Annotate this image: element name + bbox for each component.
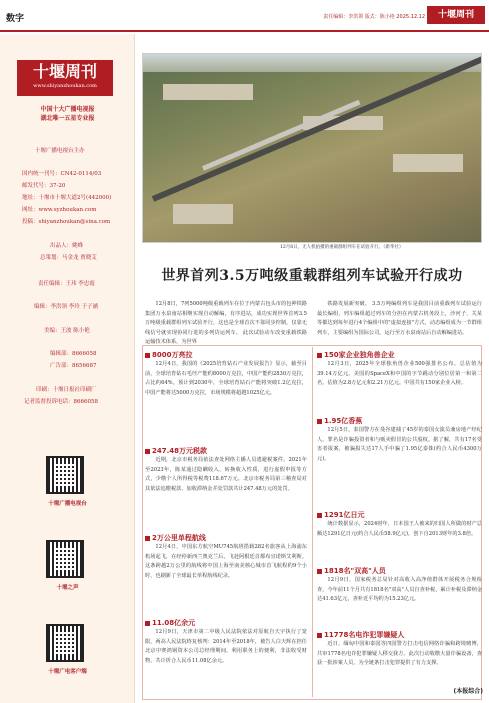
brief-body: 12月5日，泰国警方在曼谷逮捕了45岁的泰国女演员兼房地产经纪人，罪名是诈骗投资者和与贩卖假冒的公共股权。据了解，共有17名受害者报案，被骗损失达17人手中骗了1.95亿泰铢(约合人民币4300万元)。 (317, 427, 482, 462)
masthead-line: 印刷：十堰日报社印刷厂 (36, 387, 97, 393)
masthead-line: 责任编辑：王玮 李忠霞 (38, 281, 95, 287)
host-line: 十堰广播电视台主办 (35, 148, 85, 154)
logo-title: 十堰周刊 (32, 62, 97, 81)
brief-title: 150家企业独角兽企业 (317, 350, 482, 360)
brief-body: 12月4日，中国东方航空MU745航班搭载282名旅客从上海浦东机场起飞，在经停新西兰奥克兰后，飞赴阿根廷首都布宜诺斯艾利斯。这条跨越2万公里的航线将中国上海至南美核心城市首飞航程约9个小时，也刷新了全球最长单程航线纪录。 (145, 544, 307, 579)
photo-caption: 12月8日，无人机拍摄的重载群组列车在试验开行。（新华社） (280, 245, 404, 250)
masthead-line: 编辑：李洪领 李玲 于子涵 (34, 304, 98, 310)
masthead-line: 美编：王波 陈小艳 (44, 328, 90, 334)
column-divider (312, 347, 313, 697)
editor-credits: 责任编辑：李洪领 版式：陈小艳 2025.12.12 (323, 14, 425, 20)
brief-body: 12月3日，2025年全球独角兽企业500强排名公布。总估值为39.14万亿元。美国的SpaceX和中国的字节跳动分别位居第一和第二名，估值为2.8万亿元和2.21万亿元。中国共有150家企业入榜。 (317, 361, 482, 386)
slogan-1: 中国十大广播电视报 (40, 106, 95, 113)
header-masthead: 十堰周刊 (427, 6, 485, 24)
brief-body: 近日，缅甸中国和泰国等四国警方打击电信网络诈骗和跨境赌博，共审1778名电诈犯罪嫌疑人移交我方。此次行动收缴大量诈骗设备，查获一批涉案人员，为全链条打击犯罪提供了有力支撑。 (317, 641, 482, 666)
brief-body: 12月9日，天津市第二中级人民法院依法对原航自天宇执行了宽限。两高人民法院终复核判：2014年至2018年，被告人白天辉在担任北京中赛鸿钢资本公司总经理期间，利用职务上的便利，非法收受财物，共计折合人民币11.08亿余元。 (145, 629, 307, 664)
masthead-line: 网址：www.syzhoukan.com (22, 207, 97, 213)
qr-label: 十堰之声 (56, 585, 79, 591)
brief-title: 1291亿日元 (317, 510, 482, 520)
news-photo (142, 53, 482, 243)
brief-title: 2万公里单程航线 (145, 533, 307, 543)
qr-code[interactable] (46, 456, 84, 494)
article-body-col2: 铁路发展新突破。 3.5万吨编组列车是我国目前重载列车试验运行最长编组，列车编组超过列车的分担在内蒙古机务段上，沙河子、关某等都达到每年进行4个编组中的"虚拟连接"方式，动态编组成为一节群组列车，主要编组为国际公司，运行至万水泉南站后自动解编进站。 (317, 301, 482, 336)
brief-body: 近期，北京市税务局依法查处网络主播人员逃避税案件。2021年至2023年，陈某通过隐瞒收入、转换收入性质，进行虚假申报等方式，少缴个人所得税等税费118.67万元。北京市税务局第三稽查局对其依法追缴税款、加收滞纳金并处罚款共计247.48万元的处罚。 (145, 457, 307, 492)
logo (17, 60, 113, 96)
masthead-line: 国内统一刊号：CN42-0114/03 (22, 171, 102, 177)
masthead-line: 邮发代号：37-20 (22, 183, 66, 189)
qr-code[interactable] (46, 624, 84, 662)
article-body-col1: 12月8日，7列5000吨级重载列车在位于内蒙古包头市的包神铁路集团万水泉南站相继实现自动解编，有序进站，成功实现世界首列3.5万吨级重载群组列车试验开行，这也是全球首次不靠同步控制，仅靠无线信号就实现协同行进的多列货运列车。 此次试验动车改变重载铁路运输技术体系，为世界 (145, 301, 307, 345)
page-header (0, 0, 489, 32)
masthead-line: 投稿：shiyanzhoukan@sina.com (22, 219, 111, 225)
brief-title: 1818名"双高"人员 (317, 566, 482, 576)
slogan-2: 湖北唯一五星专业报 (40, 115, 95, 122)
brief-title: 247.48万元税款 (145, 446, 307, 456)
masthead-line: 出品人：姚峰 (50, 243, 84, 249)
qr-label: 十堰广播电视台 (48, 501, 87, 507)
brief-title: 11778名电诈犯罪嫌疑人 (317, 630, 482, 640)
brief-title: 11.08亿余元 (145, 618, 307, 628)
brief-title: 1.95亿香蕉 (317, 416, 482, 426)
brief-body: 12月4日，我国的《2025培育钻石产业发展报告》显示，截至目前，全球培育钻石毛坯产能约8000万克拉，中国产能约2830万克拉，占比约64%。预计到2030年，全球培育钻石产能将突破1.2亿克拉，中国产能将达5000万克拉，市场规模将超越1025亿元。 (145, 361, 307, 396)
brief-title: 8000万亮拉 (145, 350, 307, 360)
section-label: 数字 (6, 14, 25, 24)
source-note: (本报综合) (453, 688, 483, 695)
brief-body: 12月9日，国家税务总局针对高收入高净值群体开展税务合规检查，今年前11个月共有1818名"双高"人员自查补税，累计补税及滞纳金达41.63亿元，查补近平均约为15.23亿元。 (317, 577, 482, 602)
qr-code[interactable] (46, 540, 84, 578)
masthead-line: 广告部：8656687 (50, 363, 97, 369)
masthead-line: 记者监督投诉电话：8666058 (24, 399, 98, 405)
logo-url: www.shiyanzhoukan.com (33, 83, 97, 89)
brief-body: 统计数据显示，2024财年，日本国王人被来的归国人所做的财产总额达1291亿日元(约合人民币58.9亿元)，创下自2013财年的3.8倍。 (317, 521, 482, 537)
masthead-line: 地址：十堰市十堰大道2号(442000) (22, 195, 112, 201)
masthead-line: 总策划：马金龙 贾晓艾 (40, 255, 97, 261)
qr-label: 十堰广电客户端 (48, 669, 87, 675)
masthead-line: 编辑部：8666058 (50, 351, 97, 357)
article-headline: 世界首列3.5万吨级重载群组列车试验开行成功 (161, 268, 463, 284)
